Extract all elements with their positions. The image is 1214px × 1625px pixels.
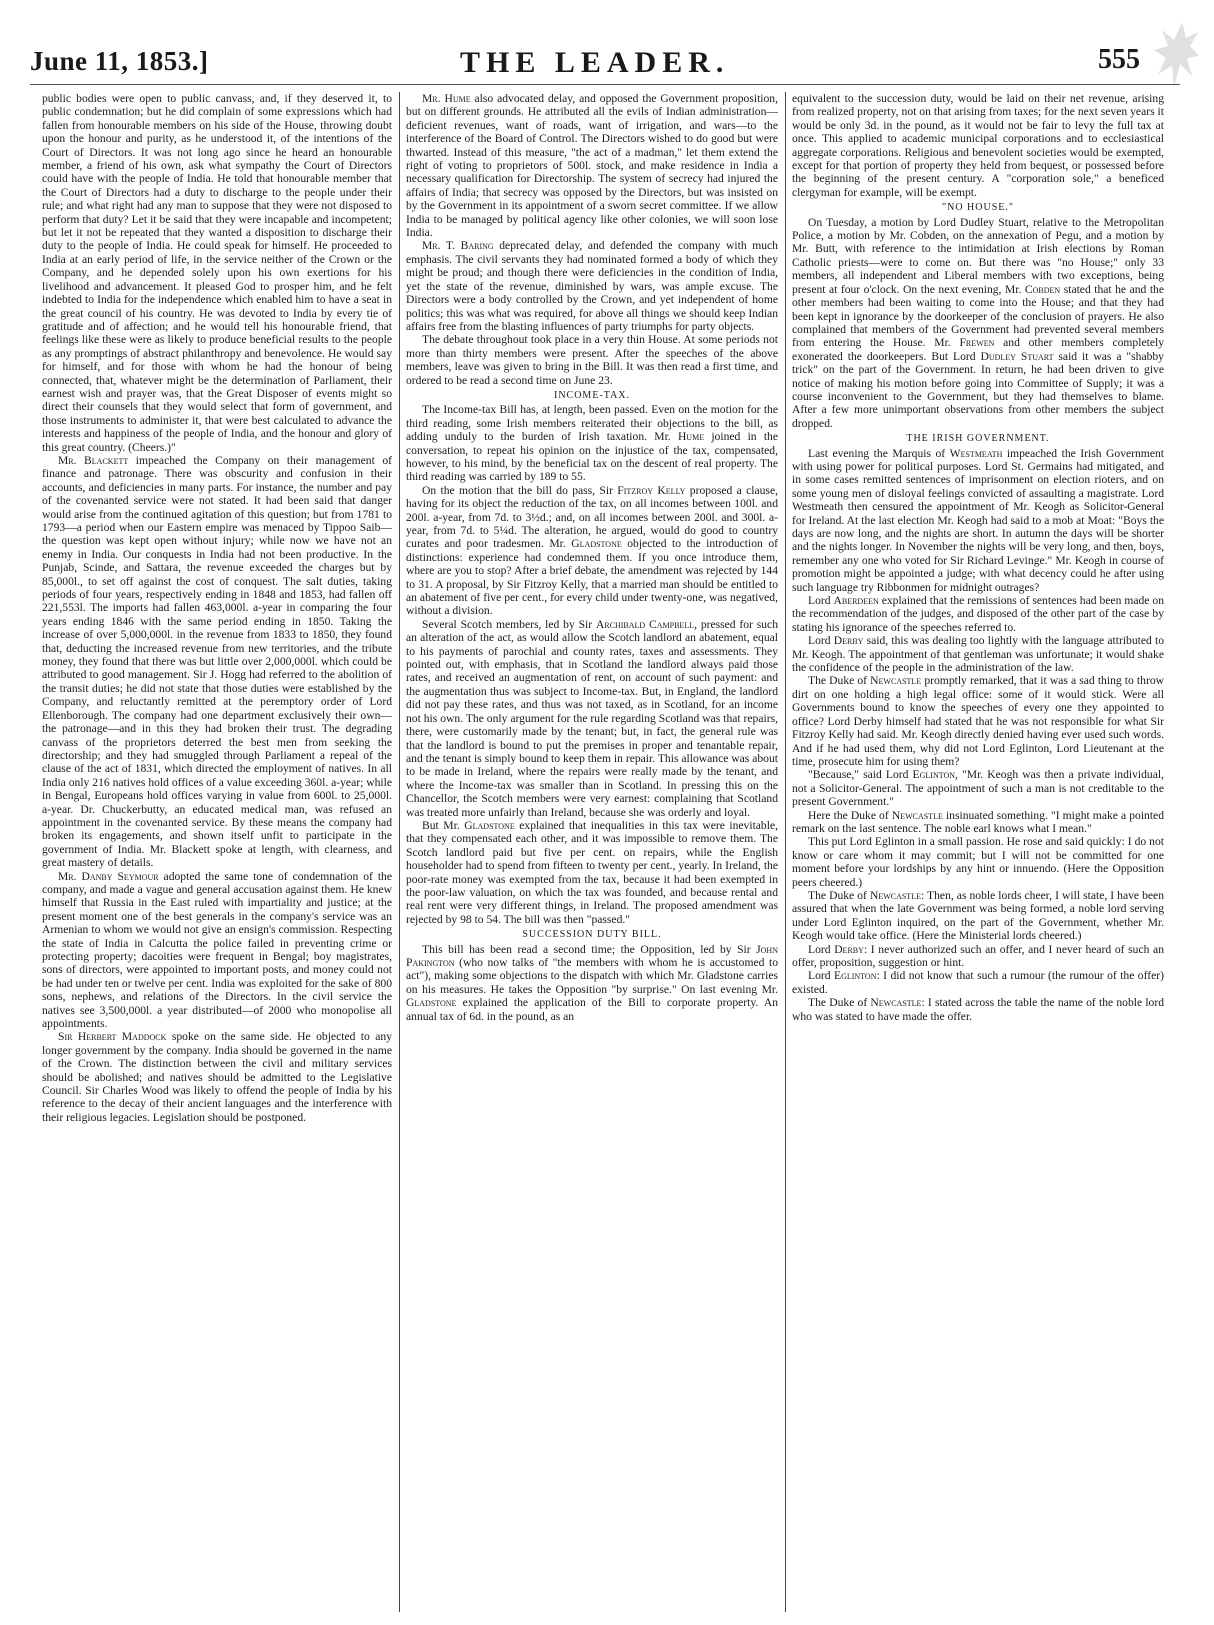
speaker-name: Eglinton [834,969,877,983]
speaker-name: Sir Herbert Maddock [58,1030,167,1044]
paragraph-text: adopted the same tone of condemnation of the company, and made a vague and general accusation against them. He knew himself that Russia in the East ruled with impartiality and justice; at the present moment one of the best generals in the company's service was an Armenian to whom we would not give an ensign's commission. Respecting the state of India in Calcutta the police failed in preventing crime or protecting property; dacoities were frequent in Bengal; boy magistrates, sons of directors, were appointed to important posts, and money could not be had under ten or twelve per cent. India was exploited for the sake of 800 sons, nephews, and relations of the Directors. In the civil service the natives see 3,500,000l. a year distributed—of 2000 who monopolise all appointments. [42,869,392,1031]
paragraph-text: The Duke of [808,888,870,902]
paragraph-text: joined in the conversation, to repeat his opinion on the injustice of the tax, compensated, however, to his mind, by the beneficial tax on the descent of real property. The third reading was carried by 189 to 55. [406,430,778,484]
speaker-name: John Pakington [406,942,778,969]
paragraph-text: The Duke of [808,674,871,688]
paragraph-text: said it was a "shabby trick" on the part of the Government. In return, he had been driven to give notice of making his motion before going into Committee of Supply; it was a course inconvenient to the Government, but they had themselves to blame. After a few more unimportant observations from other members the subject dropped. [792,349,1164,430]
header-rule [30,84,1180,85]
speaker-name: Gladstone [571,537,622,551]
paragraph [406,943,778,1023]
page-number: 555 [1098,44,1140,75]
paragraph-text: But Mr. [422,818,465,832]
speaker-name: Mr. T. Baring [422,239,494,253]
paragraph [406,403,778,483]
paragraph: public bodies were open to public canvass, and, if they deserved it, to public condemnation; but he did complain of some expressions which had fallen from honourable members on his side of the House, throwing doubt upon the honour and purity, as he understood it, of the intentions of the Court of Directors. It was not long ago since he heard an honourable member, a friend of his own, ask what sympathy the Court of Directors could have with the people of India. He told that honourable member that the Court of Directors had a duty to discharge to the people under their rule; and what right had any man to suppose that they were not disposed to perform that duty? Let it be said that they were incapable and incompetent; but let it not be repeated that they wanted a disposition to discharge their duty to the people of India. He could speak for himself. He proceeded to India at an early period of life, in the service neither of the Crown or the Company, and he depended solely upon his own exertions for his livelihood and advancement. It pleased God to prosper him, and he felt indebted to India for the independence which enabled him to have a seat in the great council of his country. He was devoted to India by every tie of gratitude and of affection; and he would tell his honourable friend, that feelings like these were as likely to produce beneficial results to the people as any promptings of abstract philanthropy and benevolence. He would say for himself, and for those with whom he had the honour of being connected, that, whatever might be the determination of Parliament, their earnest wish and prayer was, that the Great Disposer of events might so direct their counsels that they would select that form of government, and those instruments to administer it, that were best calculated to advance the interests and happiness of the people of India, and the honour and glory of this great country. (Cheers.)" [42,92,392,454]
paragraph [406,239,778,333]
page-header [30,28,1180,82]
speaker-name: Newcastle [870,996,922,1010]
paragraph [42,1030,392,1124]
paragraph [406,819,778,926]
paragraph-text: Lord [808,942,835,956]
paragraph [792,996,1164,1023]
column-divider [785,92,786,1612]
speaker-name: Aberdeen [833,594,879,608]
paragraph-text: objected to the introduction of distinctions: experience had condemned them. If you once introduce them, where are you to stop? After a brief debate, the amendment was rejected by 144 to 31. A proposal, by Sir Fitzroy Kelly, that a married man should be entitled to an abatement of five per cent., for every child under twenty-one, was negatived, without a division. [406,537,778,618]
speaker-name: Archibald Campbell [595,617,695,631]
paragraph [792,594,1164,634]
column-2 [406,92,778,1612]
paragraph [42,454,392,870]
paragraph-text: impeached the Irish Government with using power for political purposes. Lord St. Germains had mitigated, and in some cases remitted sentences of imprisonment on election rioters, and on some young men of disloyal feelings convicted of assaulting a magistrate. Lord Westmeath then censured the appointment of Mr. Keogh as Solicitor-General for Ireland. At the last election Mr. Keogh had said to a mob at Moat: "Boys the days are now long, and the nights are short. In autumn the days will be shorter and the nights longer. In November the nights will be very long, and then, boys, remember any one who voted for Sir Richard Levinge." Mr. Keogh in course of promotion might be appointed a judge; with what decency could he after using such language try Ribbonmen for midnight outrages? [792,446,1164,594]
paragraph: equivalent to the succession duty, would be laid on their net revenue, arising from realized property, not on that arising from taxes; for the next seven years it would be only 3d. in the pound, as it would not be fair to levy the full tax at once. This applied to academic municipal corporations and to ecclesiastical aggregate corporations. Religious and benevolent societies would be exempted, except for that portion of property they held from bequest, or possessed before the beginning of the present century. A "corporation sole," a beneficed clergyman for example, will be exempt. [792,92,1164,199]
speaker-name: Eglinton [912,768,956,782]
paragraph [792,809,1164,836]
paragraph-text: The Income-tax Bill has, at length, been passed. Even on the motion for the third reading, some Irish members reiterated their objections to the bill, as adding unduly to the burden of Irish taxation. Mr. [406,403,778,444]
paragraph [792,634,1164,674]
paragraph-text: deprecated delay, and defended the company with much emphasis. The civil servants they had nominated formed a body of which they might be proud; and though there were deficiencies in the condition of India, yet the state of the revenue, diminished by wars, was ample excuse. The Directors were a body controlled by the Crown, and yet independent of home politics; this was what was required, for above all things we should keep Indian affairs free from the blasting influences of party triumphs for party objects. [406,239,778,333]
paragraph-text: On Tuesday, a motion by Lord Dudley Stuart, relative to the Metropolitan Police, a motion by Mr. Cobden, on the annexation of Pegu, and a motion by Mr. Butt, with reference to the intimidation at Irish elections by Roman Catholic priests—were to come on. But there was "no House;" only 33 members, all independent and Liberal members with two exceptions, being present at four o'clock. On the next evening, Mr. [792,215,1164,296]
paragraph [792,674,1164,768]
paragraph [792,943,1164,970]
section-heading: SUCCESSION DUTY BILL. [522,929,662,941]
paragraph [406,484,778,618]
column-1 [42,92,392,1612]
speaker-name: Derby [834,942,864,956]
speaker-name: Cobden [1024,282,1061,296]
paragraph [406,92,778,239]
paragraph [792,889,1164,943]
paragraph: This put Lord Eglinton in a small passion. He rose and said quickly: I do not know or care whom it may commit; but I will not be committed for one moment before your lordships by any hint or innuendo. (Here the Opposition peers cheered.) [792,835,1164,889]
paragraph-text: Lord [808,969,834,983]
speaker-name: Fitzroy Kelly [617,483,686,497]
paragraph [792,216,1164,431]
paragraph [792,969,1164,996]
paragraph-text: Lord [808,634,834,648]
column-3 [792,92,1164,1612]
section-heading: THE IRISH GOVERNMENT. [906,433,1050,445]
speaker-name: Mr. Blackett [58,453,129,467]
paragraph-text: insinuated something. "I might make a pointed remark on the last sentence. The noble earl knows what I mean." [792,808,1164,835]
paragraph-text: (who now talks of "the members with whom he is accustomed to act"), making some objections to the dispatch with which Mr. Gladstone carries on his measures. He takes the Opposition "by surprise." On last evening Mr. [406,956,778,996]
paragraph-text: stated that he and the other members had been waiting to come into the House; and that they had been kept in ignorance by the doorkeeper of the conclusion of prayers. He also complained that members of the Government had prevented several members from entering the House. Mr. [792,282,1164,350]
speaker-name: Westmeath [949,446,1003,460]
speaker-name: Frewen [959,336,995,350]
speaker-name: Newcastle [891,808,943,822]
speaker-name: Dudley Stuart [980,349,1054,363]
paragraph-text: Several Scotch members, led by Sir [422,617,596,631]
paragraph-text: , pressed for such an alteration of the act, as would allow the Scotch landlord an abatement, equal to his payments of parochial and county rates, taxes and assessments. They pointed out, with emphasis, that in Scotland the landlord always paid those rates, and received an augmentation of rent, on account of such payment: and the augmentation thus was subject to Income-tax. But, in England, the landlord did not pay these rates, and thus was not taxed, as in Scotland, for an income not his own. The only argument for the rule regarding Scotland was that repairs, there, were customarily made by the tenant; but, in fact, the general rule was that the landlord is bound to put the premises in proper and tenantable repair, and the tenant is simply bound to keep them in repair. This allowance was about to be made in Ireland, where the repairs were really made by the tenant, and where the Income-tax was smaller than in Scotland. In pressing this on the Chancellor, the Scotch members were very earnest: complaining that Scotland was treated more unfairly than Ireland, because she was orderly and loyal. [406,617,778,819]
paragraph-text: and other members completely exonerated the doorkeepers. But Lord [792,336,1164,363]
paragraph-text: promptly remarked, that it was a sad thing to throw dirt on one holding a high legal office: some of it would stick. Were all Governments bound to know the speeches of every one they appointed to office? Lord Derby himself had stated that he was not responsible for what Sir Fitzroy Kelly had said. Mr. Keogh directly denied having ever used such words. And if he had used them, why did not Lord Eglinton, Lord Lieutenant at the time, prosecute him for using them? [792,674,1164,768]
ink-blot-decoration [1152,18,1200,90]
speaker-name: Mr. Danby Seymour [58,869,159,883]
speaker-name: Mr. Hume [422,92,471,105]
paragraph-text: Last evening the Marquis of [808,446,950,460]
paragraph-text: spoke on the same side. He objected to any longer government by the company. India should be governed in the name of the Crown. The distinction between the civil and military services should be abolished; and natives should be admitted to the Legislative Council. Sir Charles Wood was likely to offend the people of India by his reference to the decay of their ancient languages and the interference with their religious legacies. Legislation should be postponed. [42,1030,392,1124]
column-divider [399,92,400,1612]
paragraph-text: explained that the remissions of sentences had been made on the recommendation of the judges, and disposed of the other part of the case by stating his ignorance of the speeches referred to. [792,594,1164,634]
paragraph-text: Lord [808,594,834,608]
paragraph-text: : Then, as noble lords cheer, I will state, I have been assured that when the late Government was being formed, a noble lord serving under Lord Eglinton inquired, on the part of the Government, whether Mr. Keogh would take office. (Here the Ministerial lords cheered.) [792,888,1164,943]
speaker-name: Newcastle [869,888,921,902]
paragraph-text: impeached the Company on their management of finance and patronage. There was obscurity and confusion in their accounts, and deficiencies in many parts. For instance, the number and pay of the covenanted service were not stated. It had been said that danger would arise from the continued agitation of this question; but from 1781 to 1793—a period when our Eastern empire was menaced by Tippoo Saib—the question was kept open without injury; while now we have not an enemy in India. Our conquests in India had not been productive. In the Punjab, Scinde, and Sattara, the revenue exceeded the charges but by 85,000l., to set off against the cost of conquest. The salt duties, taking periods of four years, respectively ending in 1848 and 1853, had fallen off 221,553l. The imports had fallen 463,000l. a-year in comparing the four years ending 1846 with the same period ending in 1850. Taking the increase of over 5,000,000l. in the revenue from 1833 to 1850, they found that, deducting the increased revenue from new territories, and the tribute money, they found that there was but little over 2,000,000l. which could be attributed to good management. Sir J. Hogg had referred to the abolition of the transit duties; he did not state that those duties were established by the Company, and reluctantly remitted at the peremptory order of Lord Ellenborough. The company had one department exclusively their own—the patronage—and in this they had broken their trust. The degrading canvass of the proprietors deterred the best men from seeking the directorship; and they had smuggled through Parliament a repeal of the clause of the act of 1831, which directed the employment of natives. In all India only 216 natives hold offices of a value exceeding 360l. a-year; while in Bengal, Europeans hold offices varying in value from 600l. to 25,000l. a-year. Dr. Chuckerbutty, an educated medical man, was refused an appointment in the covenanted service. By these means the company had broken its engagements, and shown itself unfit to participate in the government of India. Mr. Blackett spoke at length, with clearness, and great mastery of details. [42,453,392,870]
paragraph-text: This bill has been read a second time; the Opposition, led by Sir [422,942,757,956]
paragraph [792,768,1164,808]
paragraph-text: explained the application of the Bill to corporate property. An annual tax of 6d. in the pound, as an [406,996,778,1023]
speaker-name: Gladstone [406,996,457,1010]
paragraph [42,870,392,1031]
paragraph-text: "Because," said Lord [808,768,913,782]
paragraph-text: : I never authorized such an offer, and I never heard of such an offer, proposition, suggestion or hint. [792,942,1164,969]
speaker-name: Derby [833,634,864,648]
paragraph-text: : I did not know that such a rumour (the rumour of the offer) existed. [792,969,1164,996]
speaker-name: Gladstone [464,818,515,832]
paragraph: The debate throughout took place in a very thin House. At some periods not more than thirty members were present. After the speeches of the above members, leave was given to bring in the Bill. It was then read a first time, and ordered to be read a second time on June 23. [406,333,778,387]
paragraph [406,618,778,819]
paragraph-text: proposed a clause, having for its object the reduction of the tax, on all incomes between 100l. and 200l. a-year, from 7d. to 3½d.; and, on all incomes between 200l. and 300l. a-year, from 7d. to 5¼d. The alteration, he argued, would do good to country curates and poor tradesmen. Mr. [406,483,778,551]
issue-date: June 11, 1853.] [30,46,209,76]
masthead-title: THE LEADER. [460,46,730,79]
paragraph-text: The Duke of [808,996,871,1010]
section-heading: "NO HOUSE." [942,202,1014,214]
paragraph-text: : I stated across the table the name of the noble lord who was stated to have made the offer. [792,996,1164,1023]
paragraph-text: also advocated delay, and opposed the Government proposition, but on different grounds. He attributed all the evils of Indian administration—deficient revenues, want of roads, want of irrigation, and wars—to the interference of the Board of Control. The Directors wished to do good but were thwarted. Instead of this measure, "the act of a madman," let them extend the right of voting to proprietors of 500l. stock, and make residence in India a necessary qualification for Directorship. The system of secrecy had injured the affairs of India; that secrecy was opposed by the Directors, but was insisted on by the Government in its appointment of a sworn secret committee. If we allow India to be managed by political agency like other colonies, we will soon lose India. [406,92,778,240]
paragraph-text: Here the Duke of [808,808,892,822]
paragraph-text: , "Mr. Keogh was then a private individual, not a Solicitor-General. The appointment of such a man is not creditable to the present Government." [792,768,1164,809]
speaker-name: Hume [677,430,705,444]
speaker-name: Newcastle [870,674,922,688]
paragraph-text: explained that inequalities in this tax were inevitable, that they compensated each other, and it was impossible to remove them. The Scotch landlord paid but five per cent. on repairs, while the English householder had to spend from fifteen to twenty per cent., yearly. In Ireland, the poor-rate money was exempted from the tax, because it had been exempted in the poor-law valuation, on which the tax was founded, and because rental and real rent were very different things, in Ireland. The proposed amendment was rejected by 98 to 54. The bill was then "passed." [406,818,778,926]
paragraph-text: said, this was dealing too lightly with the language attributed to Mr. Keogh. The appointment of that gentleman was unfortunate; it would shake the confidence of the people in the administration of the law. [792,634,1164,675]
paragraph-text: On the motion that the bill do pass, Sir [422,483,618,497]
paragraph [792,447,1164,594]
section-heading: INCOME-TAX. [553,389,631,401]
